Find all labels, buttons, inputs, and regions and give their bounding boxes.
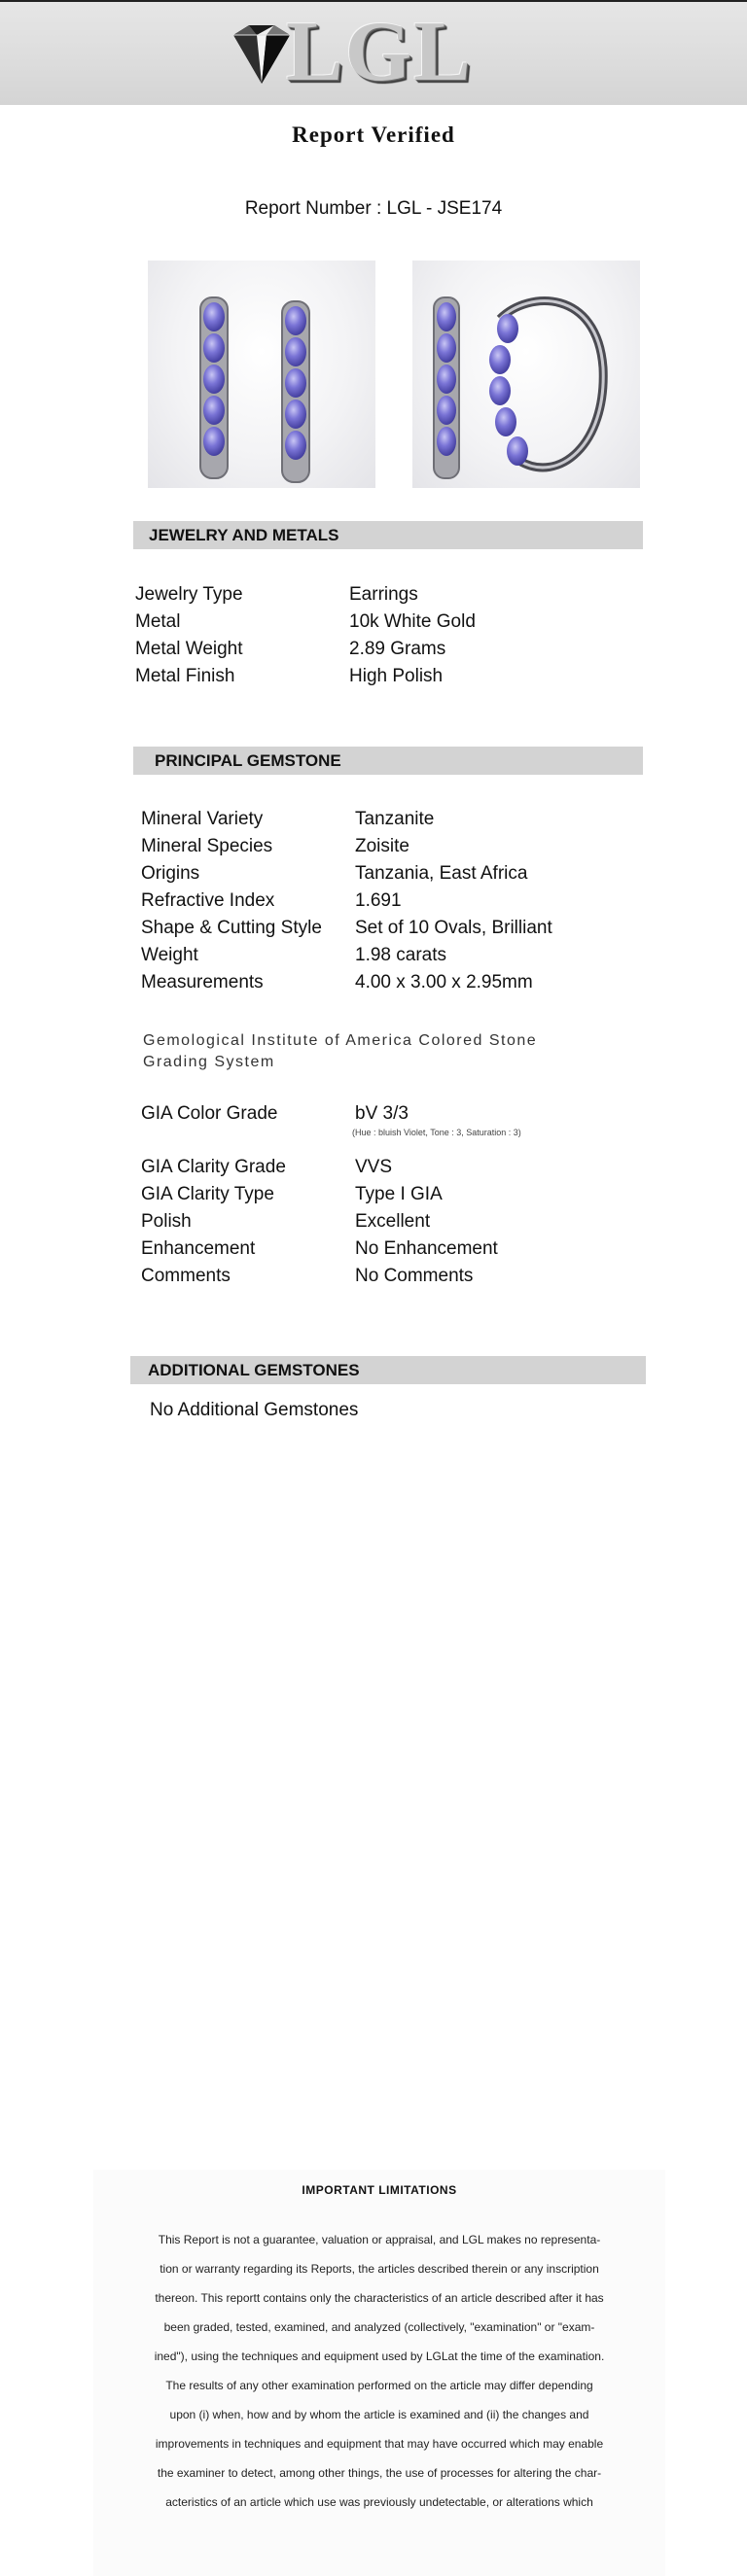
comments-label: Comments [141, 1266, 231, 1286]
right-earring-bar [282, 301, 309, 482]
gia-color-grade-note: (Hue : bluish Violet, Tone : 3, Saturation : 3) [352, 1128, 521, 1137]
limitations-title: IMPORTANT LIMITATIONS [302, 2183, 457, 2197]
limitations-line: acteristics of an article which use was previously undetectable, or alterations which [165, 2495, 593, 2509]
origins-label: Origins [141, 863, 200, 884]
left-earring-bar [200, 297, 228, 478]
refractive-index-value: 1.691 [355, 890, 402, 911]
limitations-line: ined"), using the techniques and equipment used by LGLat the time of the examination. [154, 2350, 605, 2363]
metal-finish-value: High Polish [349, 666, 444, 686]
gia-color-grade-label: GIA Color Grade [141, 1103, 278, 1124]
measurements-label: Measurements [141, 972, 264, 992]
limitations-line: been graded, tested, examined, and analyzed (collectively, "examination" or "exam- [163, 2320, 595, 2334]
mineral-variety-value: Tanzanite [355, 809, 435, 829]
jewelry-type-label: Jewelry Type [135, 584, 243, 605]
limitations-line: This Report is not a guarantee, valuation or appraisal, and LGL makes no representa- [158, 2233, 601, 2246]
limitations-line: upon (i) when, how and by whom the article is examined and (ii) the changes and [169, 2408, 589, 2421]
limitations-body [103, 2225, 656, 2517]
section-jewelry-metals-header: JEWELRY AND METALS [133, 521, 643, 549]
mineral-variety-label: Mineral Variety [141, 809, 264, 829]
gia-color-grade-value: bV 3/3 [355, 1103, 409, 1124]
header-banner [0, 0, 747, 105]
metal-weight-label: Metal Weight [135, 639, 243, 659]
metal-finish-label: Metal Finish [135, 666, 235, 686]
gia-clarity-grade-value: VVS [355, 1157, 393, 1177]
limitations-line: tion or warranty regarding its Reports, the articles described therein or any inscription [160, 2262, 599, 2276]
metal-weight-value: 2.89 Grams [349, 639, 446, 659]
mineral-species-value: Zoisite [355, 836, 409, 856]
report-number: Report Number : LGL - JSE174 [244, 198, 503, 219]
metal-value: 10k White Gold [349, 611, 476, 632]
section-principal-gemstone-header: PRINCIPAL GEMSTONE [133, 747, 643, 775]
metal-label: Metal [135, 611, 181, 632]
jewelry-type-value: Earrings [349, 584, 418, 605]
measurements-value: 4.00 x 3.00 x 2.95mm [355, 972, 533, 992]
enhancement-value: No Enhancement [355, 1238, 498, 1259]
bar-earring [434, 297, 459, 478]
comments-value: No Comments [355, 1266, 474, 1286]
enhancement-label: Enhancement [141, 1238, 256, 1259]
origins-value: Tanzania, East Africa [355, 863, 528, 884]
grading-system-note: Gemological Institute of America Colored Stone Grading System [143, 1032, 538, 1070]
logo-text: LGL [286, 5, 473, 99]
shape-cutting-label: Shape & Cutting Style [141, 918, 322, 938]
gia-clarity-type-value: Type I GIA [355, 1184, 443, 1204]
refractive-index-label: Refractive Index [141, 890, 275, 911]
polish-label: Polish [141, 1211, 192, 1232]
lgl-logo[interactable] [226, 5, 479, 99]
gia-clarity-type-label: GIA Clarity Type [141, 1184, 274, 1204]
weight-label: Weight [141, 945, 198, 965]
mineral-species-label: Mineral Species [141, 836, 273, 856]
limitations-line: improvements in techniques and equipment that may have occurred which may enable [155, 2437, 604, 2451]
important-limitations [93, 2170, 665, 2576]
hoop-earring [489, 301, 603, 468]
limitations-line: thereon. This reportt contains only the characteristics of an article described after it has [155, 2291, 604, 2305]
gia-clarity-grade-label: GIA Clarity Grade [141, 1157, 286, 1177]
polish-value: Excellent [355, 1211, 431, 1232]
limitations-line: the examiner to detect, among other things, the use of processes for altering the char- [157, 2466, 602, 2480]
page-title: Report Verified [292, 122, 455, 147]
shape-cutting-value: Set of 10 Ovals, Brilliant [355, 918, 552, 938]
limitations-line: The results of any other examination performed on the article may differ depending [165, 2379, 593, 2392]
earrings-side-photo[interactable] [412, 261, 640, 488]
earrings-front-photo[interactable] [148, 261, 375, 488]
section-additional-gemstones-header: ADDITIONAL GEMSTONES [130, 1356, 646, 1384]
additional-gemstones-text: No Additional Gemstones [150, 1400, 359, 1420]
weight-value: 1.98 carats [355, 945, 446, 965]
